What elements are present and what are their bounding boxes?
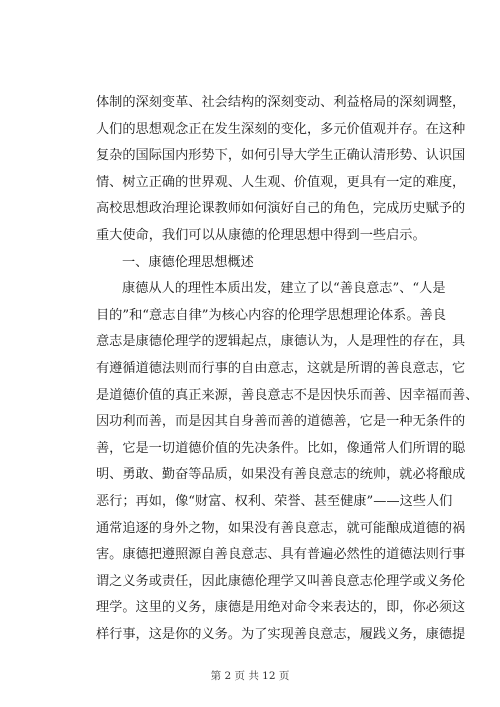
text-line: 因功利而善，而是因其自身善而善的道德善，它是一种无条件的 — [96, 414, 466, 430]
text-line: 善，它是一切道德价值的先决条件。比如，像通常人们所谓的聪 — [96, 440, 466, 456]
text-line: 谓之义务或责任，因此康德伦理学又叫善良意志伦理学或义务伦 — [96, 573, 466, 589]
text-line: 重大使命，我们可以从康德的伦理思想中得到一些启示。 — [96, 227, 426, 243]
text-line: 害。康德把遵照源自善良意志、具有普遍必然性的道德法则行事 — [96, 547, 466, 563]
text-line: 康德从人的理性本质出发，建立了以“善良意志”、“人是 — [122, 281, 446, 297]
text-line: 复杂的国际国内形势下，如何引导大学生正确认清形势、认识国 — [96, 148, 466, 164]
text-line: 明、勇敢、勤奋等品质，如果没有善良意志的统帅，就必将酿成 — [96, 467, 466, 483]
text-line: 目的”和“意志自律”为核心内容的伦理学思想理论体系。善良 — [96, 307, 446, 323]
text-line: 高校思想政治理论课教师如何演好自己的角色，完成历史赋予的 — [96, 201, 466, 217]
text-line: 体制的深刻变革、社会结构的深刻变动、利益格局的深刻调整， — [96, 95, 466, 110]
page-footer: 第 2 页 共 12 页 — [210, 670, 290, 682]
text-line: 样行事，这是你的义务。为了实现善良意志，履践义务，康德提 — [96, 626, 466, 642]
text-line: 恶行；再如，像“财富、权利、荣誉、甚至健康”——这些人们 — [96, 493, 453, 509]
document-body — [96, 90, 479, 648]
text-line: 情、树立正确的世界观、人生观、价值观，更具有一定的难度， — [96, 174, 466, 190]
text-line: 理学。这里的义务，康德是用绝对命令来表达的，即，你必须这 — [96, 600, 466, 616]
text-line: 有遵循道德法则而行事的自由意志，这就是所谓的善良意志，它 — [96, 360, 466, 376]
text-line: 意志是康德伦理学的逻辑起点，康德认为，人是理性的存在，具 — [96, 334, 466, 350]
section-heading: 一、康德伦理思想概述 — [122, 254, 254, 270]
text-line: 是道德价值的真正来源，善良意志不是因快乐而善、因幸福而善、 — [96, 387, 479, 403]
text-line: 通常追逐的身外之物，如果没有善良意志，就可能酿成道德的祸 — [96, 520, 466, 536]
text-line: 人们的思想观念正在发生深刻的变化，多元价值观并存。在这种 — [96, 121, 466, 137]
